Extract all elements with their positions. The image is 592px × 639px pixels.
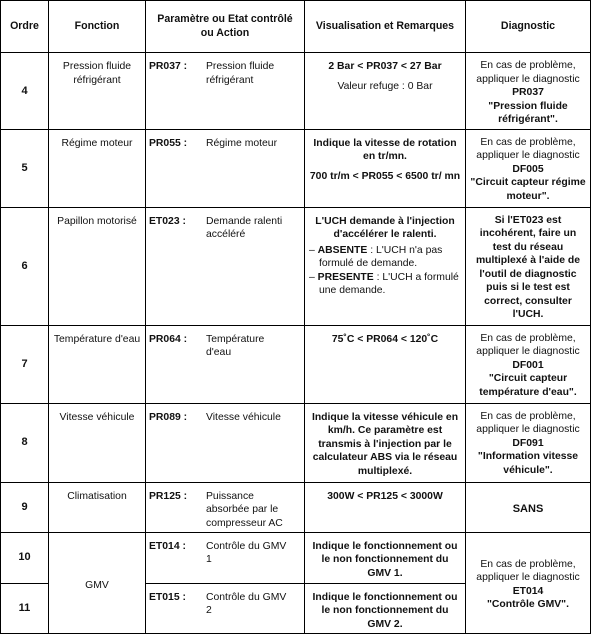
row-parametre: [146, 482, 305, 532]
row-visualisation: [305, 325, 466, 403]
diag-label: "Information vitesse véhicule".: [477, 451, 579, 476]
row-parametre: [146, 325, 305, 403]
row-ordre: 6: [1, 207, 49, 325]
visu-main: Indique le fonctionnement ou le non fonctionnement du GMV 1.: [312, 540, 458, 579]
visu-main: L'UCH demande à l'injection d'accélérer le ralenti.: [315, 215, 455, 241]
row-ordre: 5: [1, 129, 49, 207]
param-code: ET023 :: [149, 215, 186, 227]
row-fonction: Papillon motorisé: [49, 207, 146, 325]
header-fonction: Fonction: [49, 1, 146, 53]
table-header-row: [1, 1, 591, 53]
header-ordre: Ordre: [1, 1, 49, 53]
row-parametre: [146, 583, 305, 634]
header-visualisation: Visualisation et Remarques: [305, 1, 466, 53]
diag-code: DF001: [512, 359, 544, 371]
diag-label: "Pression fluide réfrigérant".: [488, 100, 568, 126]
param-text: Pression fluide réfrigérant: [206, 61, 275, 86]
row-diagnostic-gmv: [466, 532, 591, 634]
row-parametre: [146, 403, 305, 482]
param-code: PR064 :: [149, 333, 188, 345]
param-code: PR037 :: [149, 61, 188, 72]
visu-sub: Valeur refuge : 0 Bar: [337, 80, 433, 92]
row-fonction: Température d'eau: [49, 325, 146, 403]
row-ordre: 9: [1, 482, 49, 532]
param-text: Contrôle du GMV 2: [206, 591, 287, 617]
visu-main: Indique la vitesse véhicule en km/h. Ce paramètre est transmis à l'injection par le calculateur ABS via le réseau multiplexé.: [311, 411, 459, 477]
param-code: ET015 :: [149, 591, 186, 603]
table-row: [1, 325, 591, 403]
visu-state-list: [309, 244, 461, 298]
param-text: Contrôle du GMV 1: [206, 540, 287, 566]
row-visualisation: [305, 482, 466, 532]
row-fonction: Régime moteur: [49, 129, 146, 207]
row-parametre: [146, 207, 305, 325]
row-parametre: [146, 532, 305, 583]
row-visualisation: [305, 583, 466, 634]
param-code: ET014 :: [149, 540, 186, 552]
diag-intro: En cas de problème, appliquer le diagnostic: [476, 558, 580, 584]
state-term: ABSENTE: [317, 244, 368, 256]
row-parametre: [146, 53, 305, 130]
diag-intro: En cas de problème, appliquer le diagnostic: [476, 60, 580, 85]
diag-code: DF005: [512, 163, 544, 175]
list-item: – ABSENTE : L'UCH n'a pas formulé de demande.: [309, 244, 443, 270]
row-fonction-gmv: GMV: [49, 532, 146, 634]
param-code: PR089 :: [149, 411, 188, 423]
row-visualisation: [305, 207, 466, 325]
row-diagnostic: SANS: [466, 482, 591, 532]
diag-intro: En cas de problème, appliquer le diagnostic: [476, 410, 580, 436]
table-row: [1, 129, 591, 207]
diag-label: "Contrôle GMV".: [486, 599, 569, 611]
param-text: Demande ralenti accéléré: [206, 215, 283, 241]
visu-main: 2 Bar < PR037 < 27 Bar: [328, 61, 442, 72]
diag-intro: En cas de problème, appliquer le diagnostic: [476, 136, 580, 162]
diag-intro: En cas de problème, appliquer le diagnostic: [476, 332, 580, 358]
visu-main: Indique la vitesse de rotation en tr/mn.: [313, 137, 457, 163]
row-diagnostic: [466, 53, 591, 130]
row-ordre: 4: [1, 53, 49, 130]
row-visualisation: [305, 403, 466, 482]
diag-code: ET014: [512, 585, 544, 597]
row-ordre: 8: [1, 403, 49, 482]
row-visualisation: [305, 53, 466, 130]
state-text: : L'UCH n'a pas formulé de demande.: [319, 244, 443, 270]
visu-main: 300W < PR125 < 3000W: [327, 490, 443, 502]
list-item: – PRESENTE : L'UCH a formulé une demande.: [309, 271, 459, 297]
diag-label: "Circuit capteur température d'eau".: [479, 373, 577, 398]
state-term: PRESENTE: [317, 271, 374, 283]
header-diagnostic: Diagnostic: [466, 1, 591, 53]
table-row: [1, 482, 591, 532]
row-fonction: Pression fluide réfrigérant: [49, 53, 146, 130]
row-diagnostic: [466, 325, 591, 403]
diag-code: DF091: [512, 437, 544, 449]
param-text: Puissance absorbée par le compresseur AC: [206, 490, 283, 529]
table-row: [1, 403, 591, 482]
param-text: Vitesse véhicule: [206, 411, 281, 423]
table-row: [1, 207, 591, 325]
row-fonction: Climatisation: [49, 482, 146, 532]
param-text: Température d'eau: [206, 333, 265, 359]
param-code: PR125 :: [149, 490, 188, 502]
visu-sub: 700 tr/m < PR055 < 6500 tr/ mn: [309, 170, 461, 182]
visu-main: 75˚C < PR064 < 120˚C: [331, 333, 439, 345]
row-parametre: [146, 129, 305, 207]
row-ordre: 10: [1, 532, 49, 583]
row-fonction: Vitesse véhicule: [49, 403, 146, 482]
row-diagnostic: [466, 403, 591, 482]
param-code: PR055 :: [149, 137, 188, 149]
row-ordre: 7: [1, 325, 49, 403]
diag-code: PR037: [512, 87, 544, 99]
row-visualisation: [305, 129, 466, 207]
state-text: : L'UCH a formulé une demande.: [319, 271, 459, 297]
diag-label: "Circuit capteur régime moteur".: [470, 177, 586, 202]
visu-main: Indique le fonctionnement ou le non fonctionnement du GMV 2.: [312, 591, 458, 630]
row-ordre: 11: [1, 583, 49, 634]
row-diagnostic: Si l'ET023 est incohérent, faire un test du réseau multiplexé à l'aide de l'outil de diagnostic puis si le test est correct, consulter l'UCH.: [466, 207, 591, 325]
row-diagnostic: [466, 129, 591, 207]
table-row: [1, 53, 591, 130]
param-text: Régime moteur: [206, 137, 278, 149]
row-visualisation: [305, 532, 466, 583]
header-parametre: Paramètre ou Etat contrôlé ou Action: [146, 1, 305, 53]
table-row: [1, 532, 591, 583]
